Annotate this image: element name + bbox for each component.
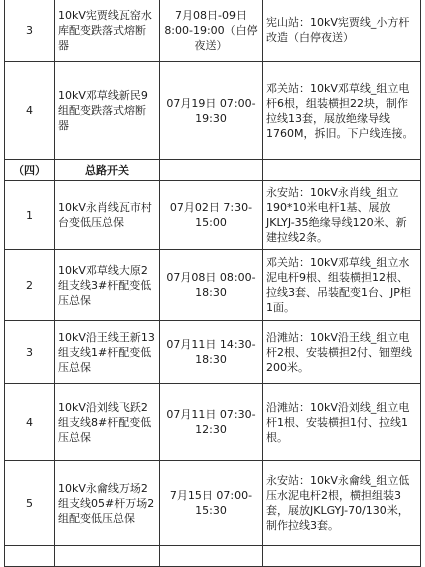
- equipment-name: 10kV邓草线新民9组配变跌落式熔断器: [55, 62, 160, 160]
- table-row: [5, 250, 421, 321]
- equipment-name: 10kV沿王线王新13组支线1#杆配变低压总保: [55, 321, 160, 384]
- table-row: [5, 384, 421, 461]
- table-row: [5, 321, 421, 384]
- equipment-name: 10kV永龠线万场2组支线05#杆万场2组配变低压总保: [55, 461, 160, 546]
- work-content: 宪山站：10kV宪贾线_小方杆改造（白停夜送）: [263, 0, 421, 62]
- work-content: 沿滩站：10kV沿王线_组立电杆2根、安装横担2付、钿塑线200米。: [263, 321, 421, 384]
- section-title: 总路开关: [55, 160, 160, 181]
- row-number: 4: [5, 384, 55, 461]
- equipment-name: 10kV宪贾线瓦窑水库配变跌落式熔断器: [55, 0, 160, 62]
- work-content: 沿滩站：10kV沿刘线_组立电杆1根、安装横担1付、拉线1根。: [263, 384, 421, 461]
- empty-cell: [263, 160, 421, 181]
- section-label: （四）: [5, 160, 55, 181]
- work-content: 永安站：10kV永龠线_组立低压水泥电杆2根，横担组装3套，展放JKLGYJ-70/130米，制作拉线3套。: [263, 461, 421, 546]
- outage-time: 7月15日 07:00-15:30: [160, 461, 263, 546]
- row-number: 1: [5, 181, 55, 250]
- empty-cell: [160, 160, 263, 181]
- work-content: 邓关站：10kV邓草线_组立水泥电杆9根、组装横担12根、拉线3套、吊装配变1台、JP柜1面。: [263, 250, 421, 321]
- equipment-name: 10kV永肖线瓦市村台变低压总保: [55, 181, 160, 250]
- table-row: [5, 461, 421, 546]
- equipment-name: 10kV沿刘线飞跃2组支线8#杆配变低压总保: [55, 384, 160, 461]
- row-number: 4: [5, 62, 55, 160]
- outage-time: 07月19日 07:00-19:30: [160, 62, 263, 160]
- table-row: [5, 181, 421, 250]
- table-row: [5, 546, 421, 567]
- row-number: 5: [5, 461, 55, 546]
- empty-cell: [55, 546, 160, 567]
- table-row: [5, 0, 421, 62]
- row-number: 2: [5, 250, 55, 321]
- outage-time: 07月11日 07:30-12:30: [160, 384, 263, 461]
- outage-time: 7月08日-09日8:00-19:00（白停夜送）: [160, 0, 263, 62]
- equipment-name: 10kV邓草线大原2组支线3#杆配变低压总保: [55, 250, 160, 321]
- empty-cell: [263, 546, 421, 567]
- work-content: 邓关站：10kV邓草线_组立电杆6根，组装横担22块，制作拉线13套，展放绝缘导线1760M，拆旧。下户线连接。: [263, 62, 421, 160]
- table-row: [5, 62, 421, 160]
- section-header-row: [5, 160, 421, 181]
- row-number: 3: [5, 0, 55, 62]
- empty-cell: [5, 546, 55, 567]
- empty-cell: [160, 546, 263, 567]
- outage-time: 07月08日 08:00-18:30: [160, 250, 263, 321]
- work-content: 永安站：10kV永肖线_组立190*10米电杆1基、展放JKLYJ-35绝缘导线120米、新建拉线2条。: [263, 181, 421, 250]
- row-number: 3: [5, 321, 55, 384]
- outage-time: 07月11日 14:30-18:30: [160, 321, 263, 384]
- outage-schedule-table: [4, 0, 421, 567]
- outage-time: 07月02日 7:30-15:00: [160, 181, 263, 250]
